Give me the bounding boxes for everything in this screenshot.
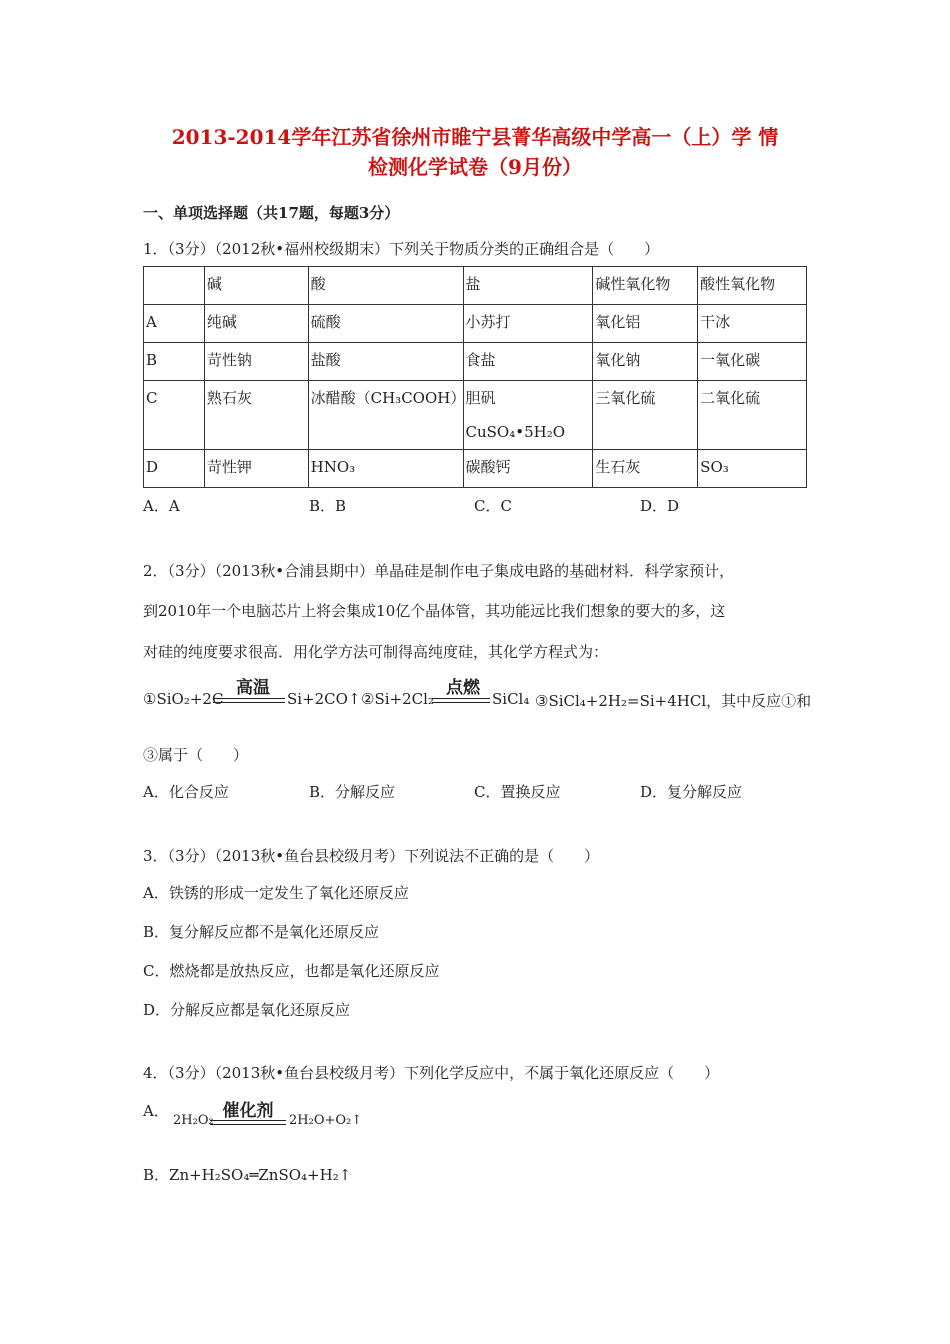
table-cell: 二氧化硫 [698, 381, 807, 450]
q2-eq1-products: Si+2CO↑ [287, 690, 361, 708]
table-cell: 纯碱 [204, 305, 308, 343]
table-cell: 碳酸钙 [463, 450, 593, 488]
q3-option-b: B．复分解反应都不是氧化还原反应 [143, 923, 380, 941]
q2-eq3: ③SiCl₄+2H₂=Si+4HCl，其中反应①和 [535, 692, 812, 710]
table-cell: 苛性钾 [204, 450, 308, 488]
q1-option-a: A．A [143, 497, 180, 515]
q1-option-d: D．D [640, 497, 680, 515]
q1-option-b: B．B [309, 497, 347, 515]
table-cell: 三氧化硫 [593, 381, 698, 450]
q2-option-c: C．置换反应 [474, 783, 561, 801]
q3-option-c: C．燃烧都是放热反应，也都是氧化还原反应 [143, 962, 440, 980]
q1-classification-table [143, 266, 807, 488]
table-cell: 氧化钠 [593, 343, 698, 381]
q2-eq1-equals-line [213, 698, 285, 699]
q2-eq2-products: SiCl₄ [492, 690, 530, 708]
q2-stem-line-3: 对硅的纯度要求很高．用化学方法可制得高纯度硅，其化学方程式为： [143, 643, 609, 661]
table-header-cell: 碱性氧化物 [593, 267, 698, 305]
q2-eq1-equals-line [213, 702, 285, 703]
table-cell: C [144, 381, 205, 450]
q2-eq2-equals-line [432, 702, 490, 703]
q2-stem-line-5: ③属于（ ） [143, 746, 249, 764]
table-header-cell [144, 267, 205, 305]
table-cell: 食盐 [463, 343, 593, 381]
q3-option-a: A．铁锈的形成一定发生了氧化还原反应 [143, 884, 409, 902]
table-cell: 盐酸 [308, 343, 463, 381]
page-title [120, 122, 830, 182]
table-header-cell: 碱 [204, 267, 308, 305]
table-cell: A [144, 305, 205, 343]
table-header-row [144, 267, 807, 305]
table-cell: 冰醋酸（CH₃COOH） [308, 381, 463, 450]
table-cell: D [144, 450, 205, 488]
q4-option-a-label: A． [143, 1102, 169, 1120]
q4-option-a-equals-line [210, 1120, 286, 1121]
table-header-cell: 盐 [463, 267, 593, 305]
table-header-cell: 酸 [308, 267, 463, 305]
q4-option-b: B．Zn+H₂SO₄═ZnSO₄+H₂↑ [143, 1166, 352, 1184]
q2-eq2-equals-line [432, 698, 490, 699]
q4-option-a-condition: 催化剂 [222, 1101, 274, 1121]
q3-stem: 3．（3分）（2013秋•鱼台县校级月考）下列说法不正确的是（ ） [143, 847, 600, 865]
table-row [144, 381, 807, 450]
table-cell: 干冰 [698, 305, 807, 343]
table-cell: 胆矾CuSO₄•5H₂O [463, 381, 593, 450]
q4-option-a-products: 2H₂O+O₂↑ [289, 1113, 363, 1128]
table-cell: 一氧化碳 [698, 343, 807, 381]
table-cell: 硫酸 [308, 305, 463, 343]
q4-option-a-reactants: 2H₂O₂ [173, 1113, 214, 1128]
table-row [144, 450, 807, 488]
title-line-2: 检测化学试卷（9月份） [368, 155, 582, 179]
q4-stem: 4．（3分）（2013秋•鱼台县校级月考）下列化学反应中，不属于氧化还原反应（ ） [143, 1064, 720, 1082]
table-row [144, 343, 807, 381]
table-cell: 熟石灰 [204, 381, 308, 450]
section-heading: 一、单项选择题（共17题，每题3分） [143, 204, 400, 222]
q2-eq1-reactants: ①SiO₂+2C [143, 690, 224, 708]
table-cell: 氧化铝 [593, 305, 698, 343]
table-header-cell: 酸性氧化物 [698, 267, 807, 305]
q1-stem: 1．（3分）（2012秋•福州校级期末）下列关于物质分类的正确组合是（ ） [143, 240, 660, 258]
table-cell: 苛性钠 [204, 343, 308, 381]
q2-eq2-condition: 点燃 [446, 678, 480, 698]
table-cell: B [144, 343, 205, 381]
table-row [144, 305, 807, 343]
q2-eq1-condition: 高温 [236, 678, 270, 698]
table-cell: 生石灰 [593, 450, 698, 488]
table-cell: HNO₃ [308, 450, 463, 488]
title-line-1: 2013-2014学年江苏省徐州市睢宁县菁华高级中学高一（上）学 情 [171, 125, 779, 149]
table-cell: SO₃ [698, 450, 807, 488]
q2-stem-line-2: 到2010年一个电脑芯片上将会集成10亿个晶体管，其功能远比我们想象的要大的多，这 [143, 602, 726, 620]
q2-option-d: D．复分解反应 [640, 783, 743, 801]
q2-eq2-reactants: ②Si+2Cl₂ [361, 690, 434, 708]
q2-stem-line-1: 2．（3分）（2013秋•合浦县期中）单晶硅是制作电子集成电路的基础材料．科学家预计， [143, 562, 735, 580]
q2-option-a: A．化合反应 [143, 783, 229, 801]
q2-option-b: B．分解反应 [309, 783, 396, 801]
table-cell: 小苏打 [463, 305, 593, 343]
q1-option-c: C．C [474, 497, 512, 515]
q3-option-d: D．分解反应都是氧化还原反应 [143, 1001, 351, 1019]
q4-option-a-equals-line [210, 1124, 286, 1125]
